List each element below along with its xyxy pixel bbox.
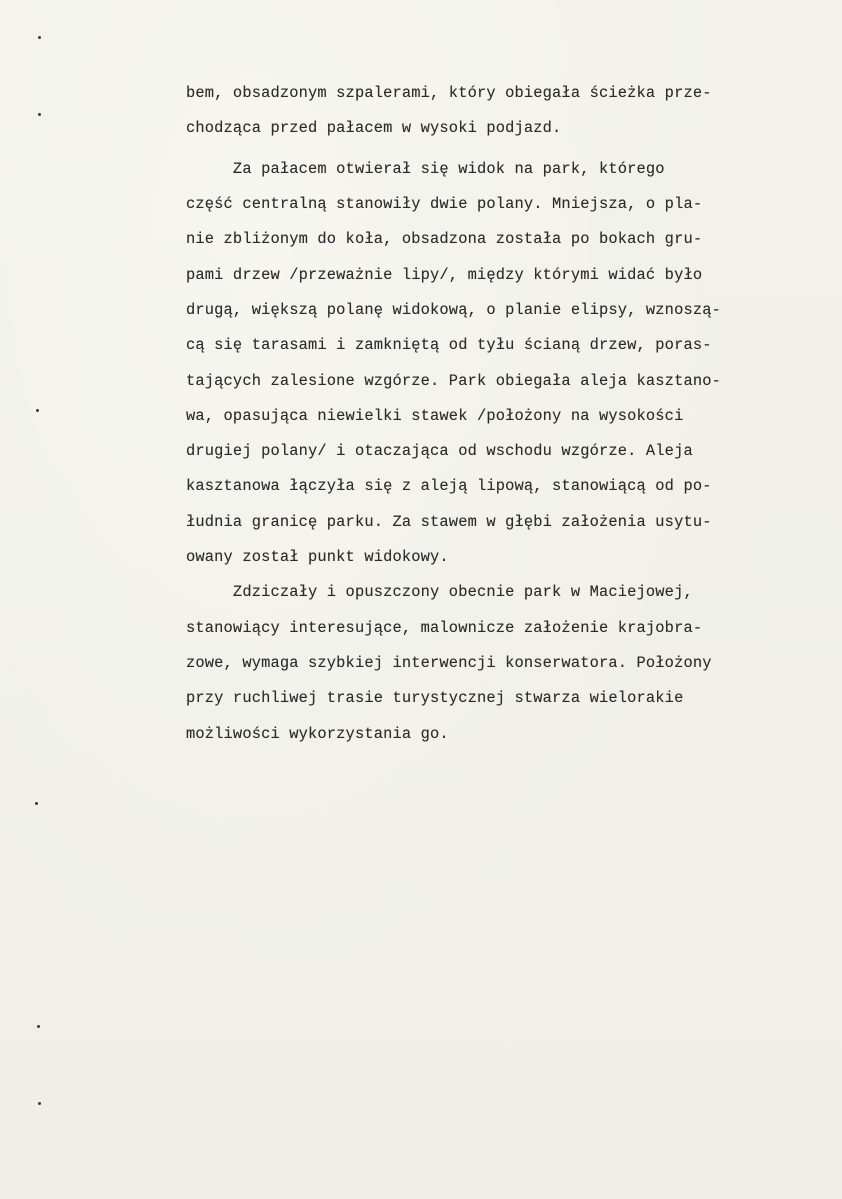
margin-mark [37,1025,40,1028]
text-line: część centralną stanowiły dwie polany. Mniejsza, o pla- [186,195,703,213]
text-line: pami drzew /przeważnie lipy/, między którymi widać było [186,265,703,284]
text-line: przy ruchliwej trasie turystycznej stwarza wielorakie [186,689,684,708]
margin-mark [38,1102,41,1105]
text-line: stanowiący interesujące, malownicze założenie krajobra- [186,618,703,637]
text-line: chodząca przed pałacem w wysoki podjazd. [186,119,562,138]
text-line: nie zbliżonym do koła, obsadzona została po bokach gru- [186,230,703,249]
margin-mark [35,802,38,805]
text-line: kasztanowa łączyła się z aleją lipową, stanowiącą od po- [186,477,712,496]
text-line: łudnia granicę parku. Za stawem w głębi założenia usytu- [186,512,712,531]
text-line: tających zalesione wzgórze. Park obiegała aleja kasztano- [186,371,721,390]
text-line: zowe, wymaga szybkiej interwencji konserwatora. Położony [186,653,712,672]
margin-mark [36,409,39,412]
text-line: drugiej polany/ i otaczająca od wschodu wzgórze. Aleja [186,442,693,461]
text-line: drugą, większą polanę widokową, o planie elipsy, wznoszą- [186,300,721,319]
text-line: Zdziczały i opuszczony obecnie park w Maciejowej, [186,583,693,602]
text-line: wa, opasująca niewielki stawek /położony na wysokości [186,406,684,425]
text-line: owany został punkt widokowy. [186,548,449,566]
text-line: bem, obsadzonym szpalerami, który obiegała ścieżka prze- [186,84,712,102]
margin-mark [38,36,41,39]
text-line: możliwości wykorzystania go. [186,724,449,743]
text-line: cą się tarasami i zamkniętą od tyłu ścianą drzew, poras- [186,336,712,355]
text-line: Za pałacem otwierał się widok na park, którego [186,159,665,178]
margin-mark [38,113,41,116]
